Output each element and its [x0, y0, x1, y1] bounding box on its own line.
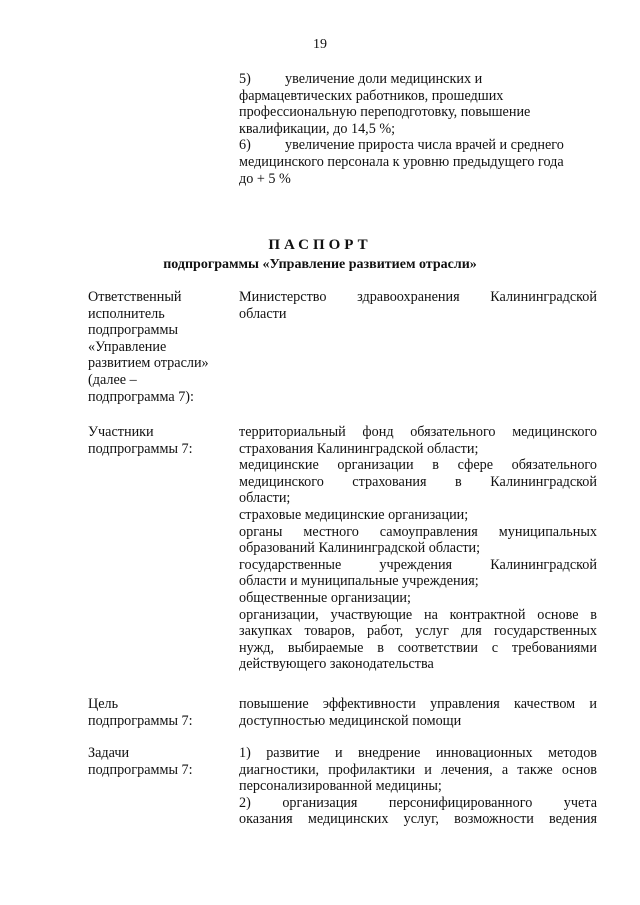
intro-item-6-line-2: медицинского персонала к уровню предыдущего года [239, 153, 564, 170]
label-line: подпрограммы 7: [88, 761, 193, 778]
row-value-tasks [239, 745, 597, 828]
intro-item-6 [239, 137, 597, 187]
row-label-responsible [88, 289, 228, 405]
passport-header [0, 236, 640, 274]
intro-list [239, 71, 597, 187]
intro-item-5-line-4: квалификации, до 14,5 %; [239, 120, 396, 137]
value-line: действующего законодательства [239, 656, 434, 673]
label-line: исполнитель [88, 305, 165, 322]
value-line: 1) развитие и внедрение инновационных методов [239, 745, 597, 761]
intro-item-5-number: 5) [239, 71, 251, 87]
intro-item-6-line-1: 6) увеличение прироста числа врачей и среднего [239, 137, 564, 154]
value-line: медицинского страхования в Калининградской [239, 473, 597, 490]
intro-item-5-line-1: 5) увеличение доли медицинских и [239, 71, 483, 87]
row-value-participants [239, 424, 597, 673]
label-line: подпрограммы [88, 322, 178, 339]
label-line: (далее – [88, 371, 137, 388]
value-line: Министерство здравоохранения Калининградской [239, 289, 597, 305]
value-line: закупках товаров, работ, услуг для государственных [239, 623, 597, 640]
passport-subtitle: подпрограммы «Управление развитием отрасли» [163, 257, 477, 272]
value-line: страхования Калининградской области; [239, 440, 479, 457]
value-line: органы местного самоуправления муниципальных [239, 523, 597, 540]
label-line: Ответственный [88, 289, 182, 305]
row-value-goal [239, 696, 597, 729]
value-line: оказания медицинских услуг, возможности ведения [239, 811, 597, 828]
value-line: области и муниципальные учреждения; [239, 573, 479, 590]
value-line: государственные учреждения Калининградской [239, 556, 597, 573]
intro-item-6-number: 6) [239, 137, 251, 154]
intro-item-5-line-3: профессиональную переподготовку, повышение [239, 104, 531, 121]
intro-item-5 [239, 71, 597, 137]
label-line: подпрограммы 7: [88, 440, 193, 457]
row-label-participants [88, 424, 228, 457]
value-line: территориальный фонд обязательного медицинского [239, 424, 597, 440]
value-line: 2) организация персонифицированного учета [239, 794, 597, 811]
label-line: Цель [88, 696, 119, 712]
row-label-tasks [88, 745, 228, 778]
label-line: «Управление [88, 338, 167, 355]
row-label-goal [88, 696, 228, 729]
passport-title: ПАСПОРТ [268, 237, 372, 253]
label-line: Участники [88, 424, 154, 440]
value-line: организации, участвующие на контрактной основе в [239, 606, 597, 623]
label-line: подпрограмма 7): [88, 388, 194, 405]
value-line: образований Калининградской области; [239, 540, 481, 557]
page-number: 19 [313, 37, 327, 52]
value-line: страховые медицинские организации; [239, 506, 469, 523]
value-line: персонализированной медицины; [239, 778, 442, 795]
value-line: нужд, выбираемые в соответствии с требованиями [239, 639, 597, 656]
value-line: повышение эффективности управления качеством и [239, 696, 597, 712]
value-line: общественные организации; [239, 589, 411, 606]
value-line: диагностики, профилактики и лечения, а также основ [239, 761, 597, 778]
value-line: области [239, 305, 287, 322]
label-line: развитием отрасли» [88, 355, 209, 372]
intro-item-5-line-2: фармацевтических работников, прошедших [239, 87, 504, 104]
intro-item-6-line-3: до + 5 % [239, 170, 291, 187]
value-line: области; [239, 490, 291, 507]
label-line: Задачи [88, 745, 130, 761]
row-value-responsible [239, 289, 597, 322]
value-line: медицинские организации в сфере обязательного [239, 457, 597, 474]
value-line: доступностью медицинской помощи [239, 712, 462, 729]
label-line: подпрограммы 7: [88, 712, 193, 729]
